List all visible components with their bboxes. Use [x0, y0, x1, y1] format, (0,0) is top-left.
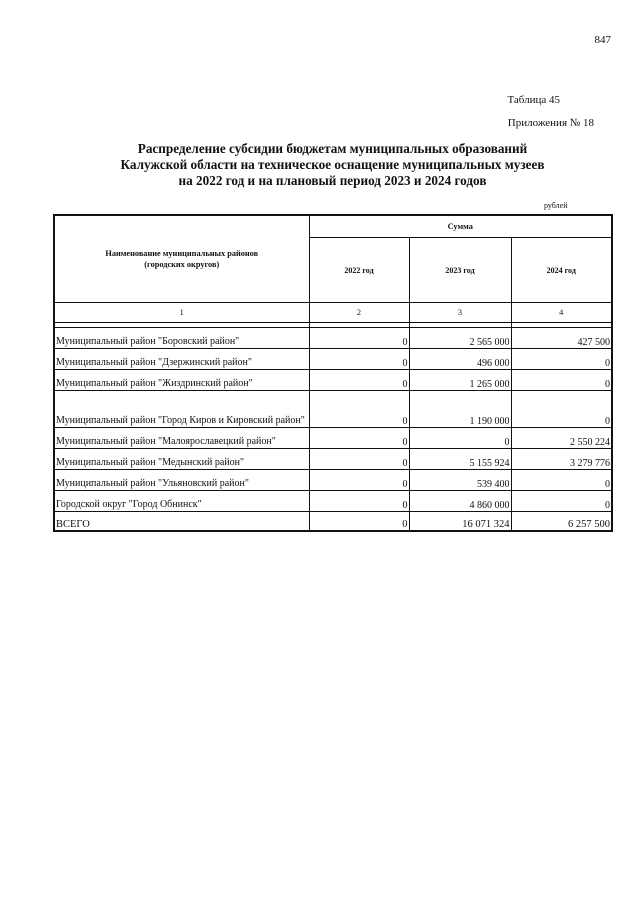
value-2023: 2 565 000	[409, 328, 511, 349]
subsidy-table	[53, 214, 613, 532]
value-2022: 0	[309, 391, 409, 428]
row-name: Муниципальный район "Боровский район"	[54, 328, 309, 349]
value-2022: 0	[309, 470, 409, 491]
value-2024: 0	[511, 470, 612, 491]
value-2023: 1 190 000	[409, 391, 511, 428]
header-year-2024: 2024 год	[511, 238, 612, 303]
total-label: ВСЕГО	[54, 512, 309, 532]
table-row	[54, 391, 612, 428]
value-2022: 0	[309, 328, 409, 349]
value-2024: 0	[511, 370, 612, 391]
header-name-column	[54, 215, 309, 303]
value-2023: 1 265 000	[409, 370, 511, 391]
value-2024: 427 500	[511, 328, 612, 349]
value-2023: 496 000	[409, 349, 511, 370]
value-2023: 5 155 924	[409, 449, 511, 470]
value-2022: 0	[309, 349, 409, 370]
total-2023: 16 071 324	[409, 512, 511, 532]
table-reference: Таблица 45	[507, 94, 560, 106]
header-name-line: Наименование муниципальных районов	[105, 249, 259, 258]
column-number: 2	[309, 303, 409, 323]
total-2024: 6 257 500	[511, 512, 612, 532]
total-2022: 0	[309, 512, 409, 532]
column-number: 3	[409, 303, 511, 323]
table-row	[54, 370, 612, 391]
table-row	[54, 470, 612, 491]
header-year-2022: 2022 год	[309, 238, 409, 303]
value-2022: 0	[309, 370, 409, 391]
header-year-2023: 2023 год	[409, 238, 511, 303]
row-name: Муниципальный район "Город Киров и Кировский район"	[54, 391, 309, 428]
value-2023: 4 860 000	[409, 491, 511, 512]
header-name-line: (городских округов)	[144, 260, 220, 269]
document-title	[60, 141, 605, 189]
units-label: рублей	[544, 201, 568, 210]
value-2022: 0	[309, 428, 409, 449]
row-name: Муниципальный район "Малоярославецкий район"	[54, 428, 309, 449]
total-row	[54, 512, 612, 532]
value-2023: 539 400	[409, 470, 511, 491]
row-name: Муниципальный район "Медынский район"	[54, 449, 309, 470]
title-line: Распределение субсидии бюджетам муниципальных образований	[137, 141, 528, 156]
header-sum: Сумма	[309, 215, 612, 238]
table-row	[54, 491, 612, 512]
column-number: 1	[54, 303, 309, 323]
value-2023: 0	[409, 428, 511, 449]
table-row	[54, 349, 612, 370]
page-number: 847	[594, 34, 611, 46]
value-2022: 0	[309, 491, 409, 512]
table-row	[54, 428, 612, 449]
row-name: Городской округ "Город Обнинск"	[54, 491, 309, 512]
value-2024: 3 279 776	[511, 449, 612, 470]
table-row	[54, 449, 612, 470]
title-line: на 2022 год и на плановый период 2023 и 2024 годов	[178, 173, 487, 188]
value-2022: 0	[309, 449, 409, 470]
column-number: 4	[511, 303, 612, 323]
value-2024: 0	[511, 491, 612, 512]
row-name: Муниципальный район "Ульяновский район"	[54, 470, 309, 491]
value-2024: 2 550 224	[511, 428, 612, 449]
row-name: Муниципальный район "Жиздринский район"	[54, 370, 309, 391]
appendix-reference: Приложения № 18	[507, 117, 594, 129]
title-line: Калужской области на техническое оснащение муниципальных музеев	[120, 157, 545, 172]
value-2024: 0	[511, 349, 612, 370]
value-2024: 0	[511, 391, 612, 428]
table-row	[54, 328, 612, 349]
row-name: Муниципальный район "Дзержинский район"	[54, 349, 309, 370]
